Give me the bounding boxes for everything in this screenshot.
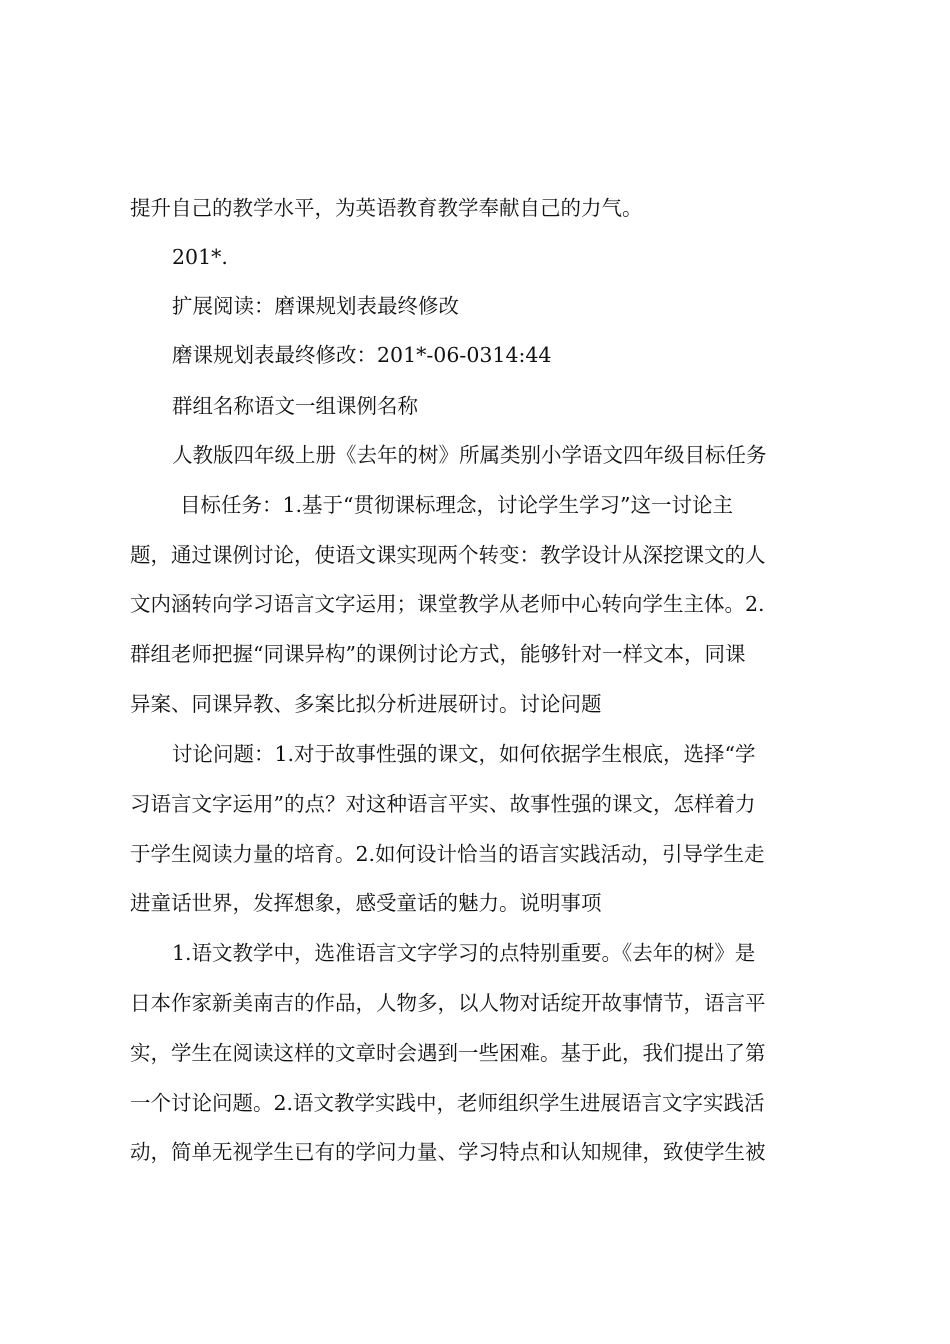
text-line-note-4: 一个讨论问题。2.语文教学实践中，老师组织学生进展语言文字实践活 (130, 1091, 765, 1115)
text-line-extended-reading: 扩展阅读：磨课规划表最终修改 (172, 294, 459, 318)
text-line-question-4: 进童话世界，发挥想象，感受童话的魅力。说明事项 (130, 891, 602, 915)
text-line-question-2: 习语言文字运用”的点？对这种语言平实、故事性强的课文，怎样着力 (130, 792, 756, 816)
text-line-course-name: 人教版四年级上册《去年的树》所属类别小学语文四年级目标任务 (172, 443, 767, 467)
text-line-goal-1: 目标任务：1.基于“贯彻课标理念，讨论学生学习”这一讨论主 (180, 493, 734, 517)
text-line-goal-5: 异案、同课异教、多案比拟分析进展研讨。讨论问题 (130, 692, 602, 716)
text-line-note-5: 动，简单无视学生已有的学问力量、学习特点和认知规律，致使学生被 (130, 1140, 766, 1164)
text-line-goal-2: 题，通过课例讨论，使语文课实现两个转变：教学设计从深挖课文的人 (130, 543, 766, 567)
text-line-goal-3: 文内涵转向学习语言文字运用；课堂教学从老师中心转向学生主体。2. (130, 592, 765, 616)
text-line-note-3: 实，学生在阅读这样的文章时会遇到一些困难。基于此，我们提出了第 (130, 1041, 766, 1065)
text-line-group-name: 群组名称语文一组课例名称 (172, 394, 418, 418)
text-line-plan-revision: 磨课规划表最终修改：201*-06-0314:44 (172, 343, 552, 367)
text-line-goal-4: 群组老师把握“同课异构”的课例讨论方式，能够针对一样文本，同课 (130, 642, 746, 666)
text-line-note-2: 日本作家新美南吉的作品，人物多，以人物对话绽开故事情节，语言平 (130, 991, 766, 1015)
text-line-question-1: 讨论问题：1.对于故事性强的课文，如何依据学生根底，选择“学 (172, 742, 756, 766)
text-line-question-3: 于学生阅读力量的培育。2.如何设计恰当的语言实践活动，引导学生走 (130, 842, 765, 866)
text-line-1: 提升自己的教学水平，为英语教育教学奉献自己的力气。 (130, 196, 643, 220)
text-line-date: 201*. (172, 245, 228, 269)
text-line-note-1: 1.语文教学中，选准语言文字学习的点特别重要。《去年的树》是 (172, 941, 756, 965)
